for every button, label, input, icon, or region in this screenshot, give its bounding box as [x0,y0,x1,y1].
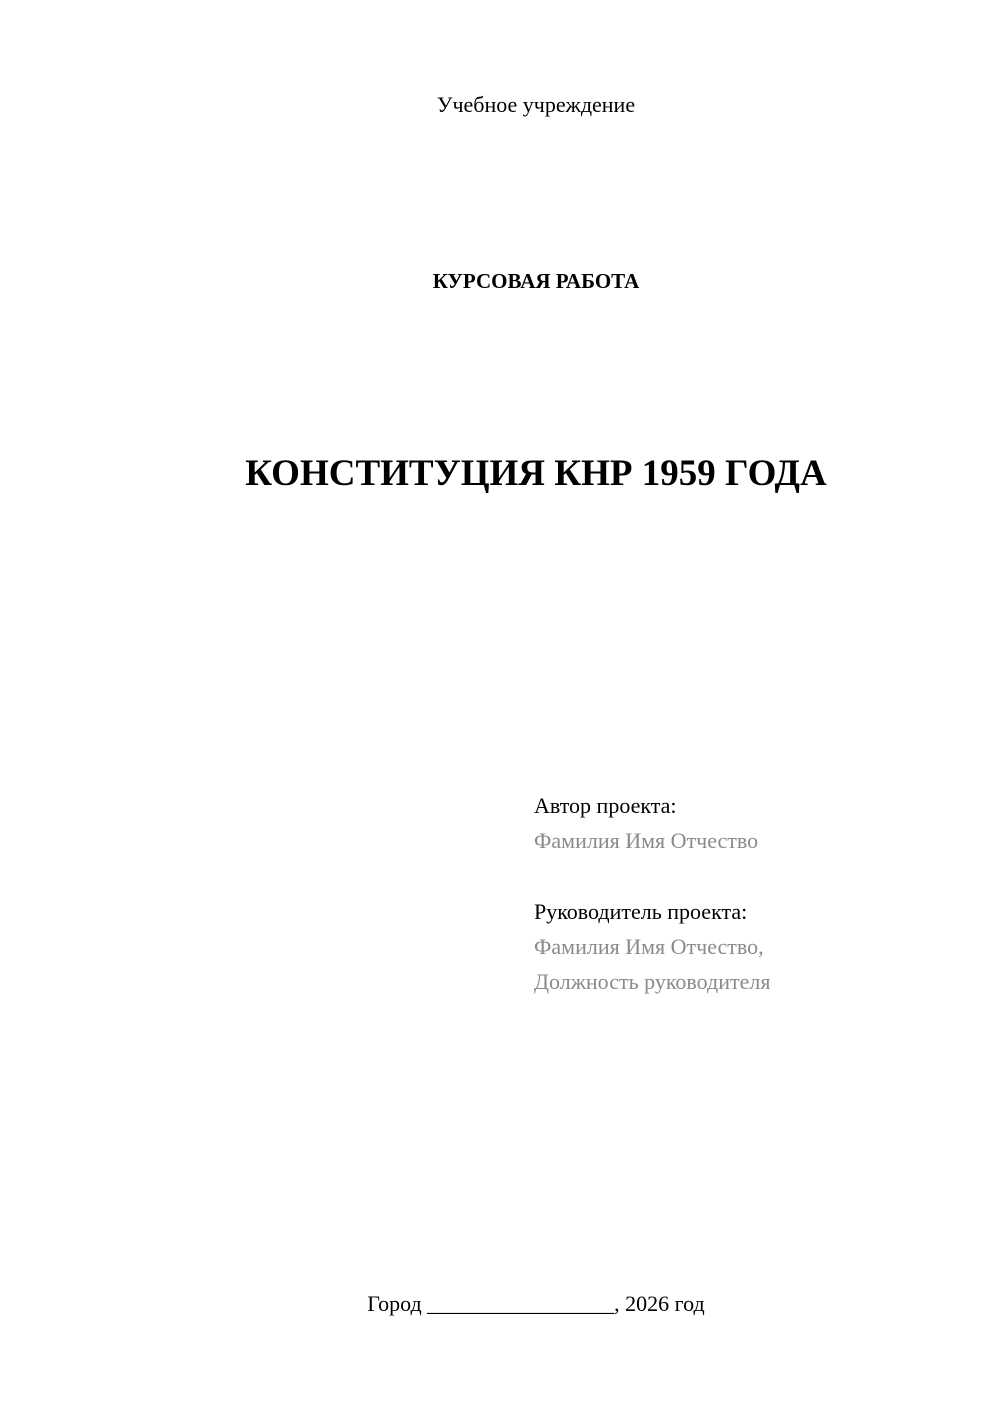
credits-block [534,788,974,999]
author-label: Автор проекта: [534,793,677,818]
credits-spacer [534,858,974,894]
institution-name: Учебное учреждение [436,92,636,117]
city-year-line: Город _________________, 2026 год [367,1291,705,1316]
document-title: КОНСТИТУЦИЯ КНР 1959 ГОДА [245,453,827,494]
work-type-heading: КУРСОВАЯ РАБОТА [432,269,640,293]
supervisor-position: Должность руководителя [534,969,771,994]
author-name: Фамилия Имя Отчество [534,828,759,853]
supervisor-label: Руководитель проекта: [534,899,748,924]
supervisor-name: Фамилия Имя Отчество, [534,934,764,959]
